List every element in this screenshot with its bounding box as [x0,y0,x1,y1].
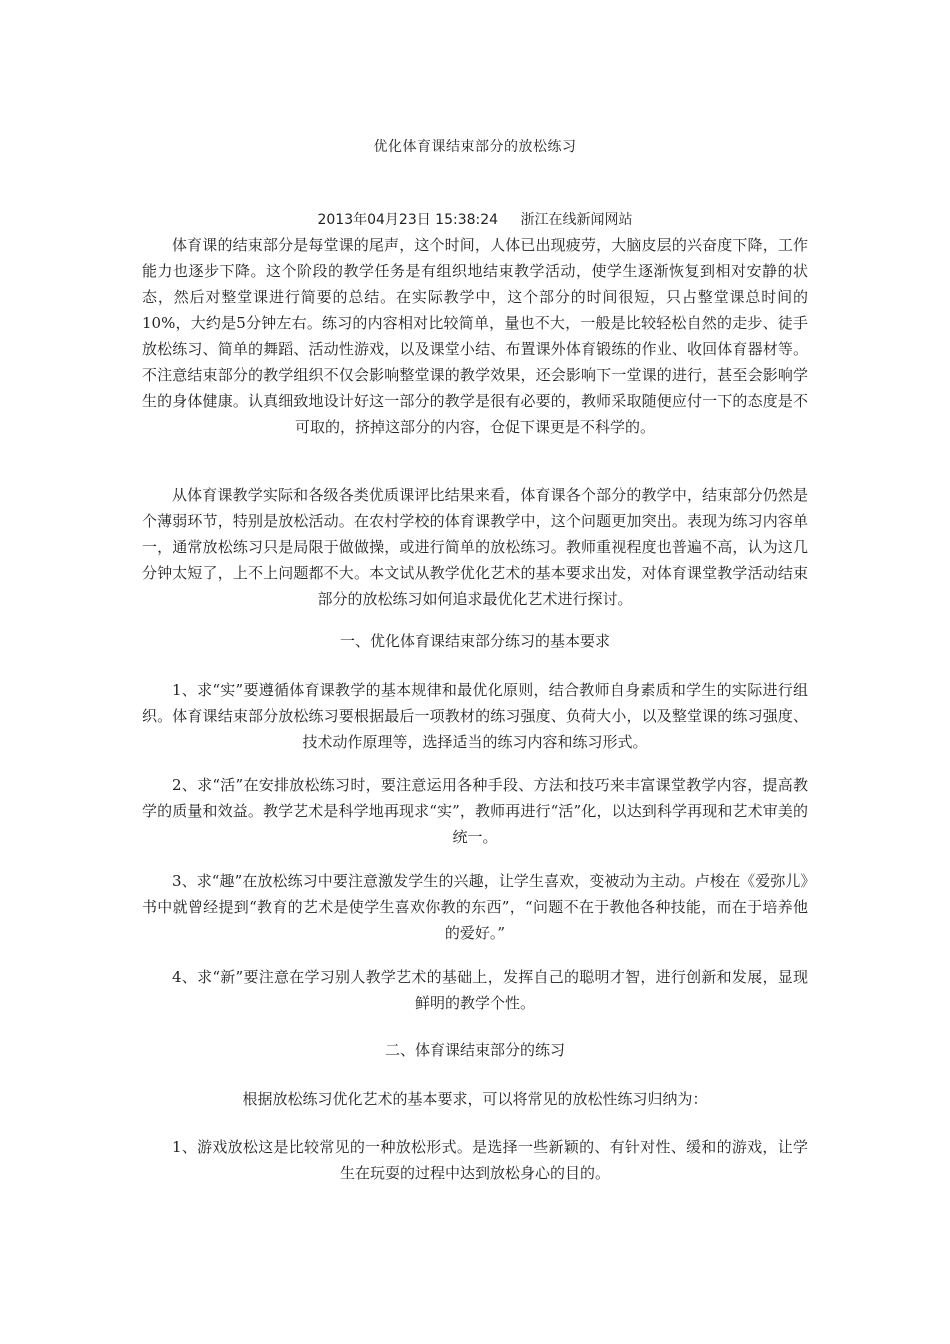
background-paragraph: 从体育课教学实际和各级各类优质课评比结果来看，体育课各个部分的教学中，结束部分仍然是个薄弱环节，特别是放松活动。在农村学校的体育课教学中，这个问题更加突出。表现为练习内容单一，通常放松练习只是局限于做做操，或进行简单的放松练习。教师重视程度也普遍不高，认为这几分钟太短了，上不上问题都不大。本文试从教学优化艺术的基本要求出发，对体育课堂教学活动结束部分的放松练习如何追求最优化艺术进行探讨。 [142,486,808,608]
requirement-item: 1、求“实”要遵循体育课教学的基本规律和最优化原则，结合教师自身素质和学生的实际进行组织。体育课结束部分放松练习要根据最后一项教材的练习强度、负荷大小，以及整堂课的练习强度、技术动作原理等，选择适当的练习内容和练习形式。 [142,681,808,751]
news-source: 浙江在线新闻网站 [520,212,633,228]
requirement-item: 2、求“活”在安排放松练习时，要注意运用各种手段、方法和技巧来丰富课堂教学内容，提高教学的质量和效益。教学艺术是科学地再现求“实”，教师再进行“活”化，以达到科学再现和艺术审美的统一。 [142,776,808,846]
requirement-item: 4、求“新”要注意在学习别人教学艺术的基础上，发挥自己的聪明才智，进行创新和发展，显现鲜明的教学个性。 [172,968,808,1012]
exercise-item: 1、游戏放松这是比较常见的一种放松形式。是选择一些新颖的、有针对性、缓和的游戏，让学生在玩耍的过程中达到放松身心的目的。 [172,1138,808,1182]
article-meta [0,209,950,231]
publish-date: 2013年04月23日 15:38:24 [317,212,499,228]
intro-paragraph: 体育课的结束部分是每堂课的尾声，这个时间，人体已出现疲劳，大脑皮层的兴奋度下降，工作能力也逐步下降。这个阶段的教学任务是有组织地结束教学活动，使学生逐渐恢复到相对安静的状态，然后对整堂课进行简要的总结。在实际教学中，这个部分的时间很短，只占整堂课总时间的10%，大约是5分钟左右。练习的内容相对比较简单，量也不大，一般是比较轻松自然的走步、徒手放松练习、简单的舞蹈、活动性游戏，以及课堂小结、布置课外体育锻练的作业、收回体育器材等。不注意结束部分的教学组织不仅会影响整堂课的教学效果，还会影响下一堂课的进行，甚至会影响学生的身体健康。认真细致地设计好这一部分的教学是很有必要的，教师采取随便应付一下的态度是不可取的，挤掉这部分的内容，仓促下课更是不科学的。 [142,236,808,436]
section-1-heading: 一、优化体育课结束部分练习的基本要求 [339,632,610,650]
section-2-intro: 根据放松练习优化艺术的基本要求，可以将常见的放松性练习归纳为： [242,1090,708,1108]
requirement-item: 3、求“趣”在放松练习中要注意激发学生的兴趣，让学生喜欢，变被动为主动。卢梭在《爱弥儿》书中就曾经提到“教育的艺术是使学生喜欢你教的东西”，“问题不在于教他各种技能，而在于培养他的爱好。” [142,872,808,942]
article-title: 优化体育课结束部分的放松练习 [373,139,577,155]
section-2-heading: 二、体育课结束部分的练习 [384,1041,565,1059]
